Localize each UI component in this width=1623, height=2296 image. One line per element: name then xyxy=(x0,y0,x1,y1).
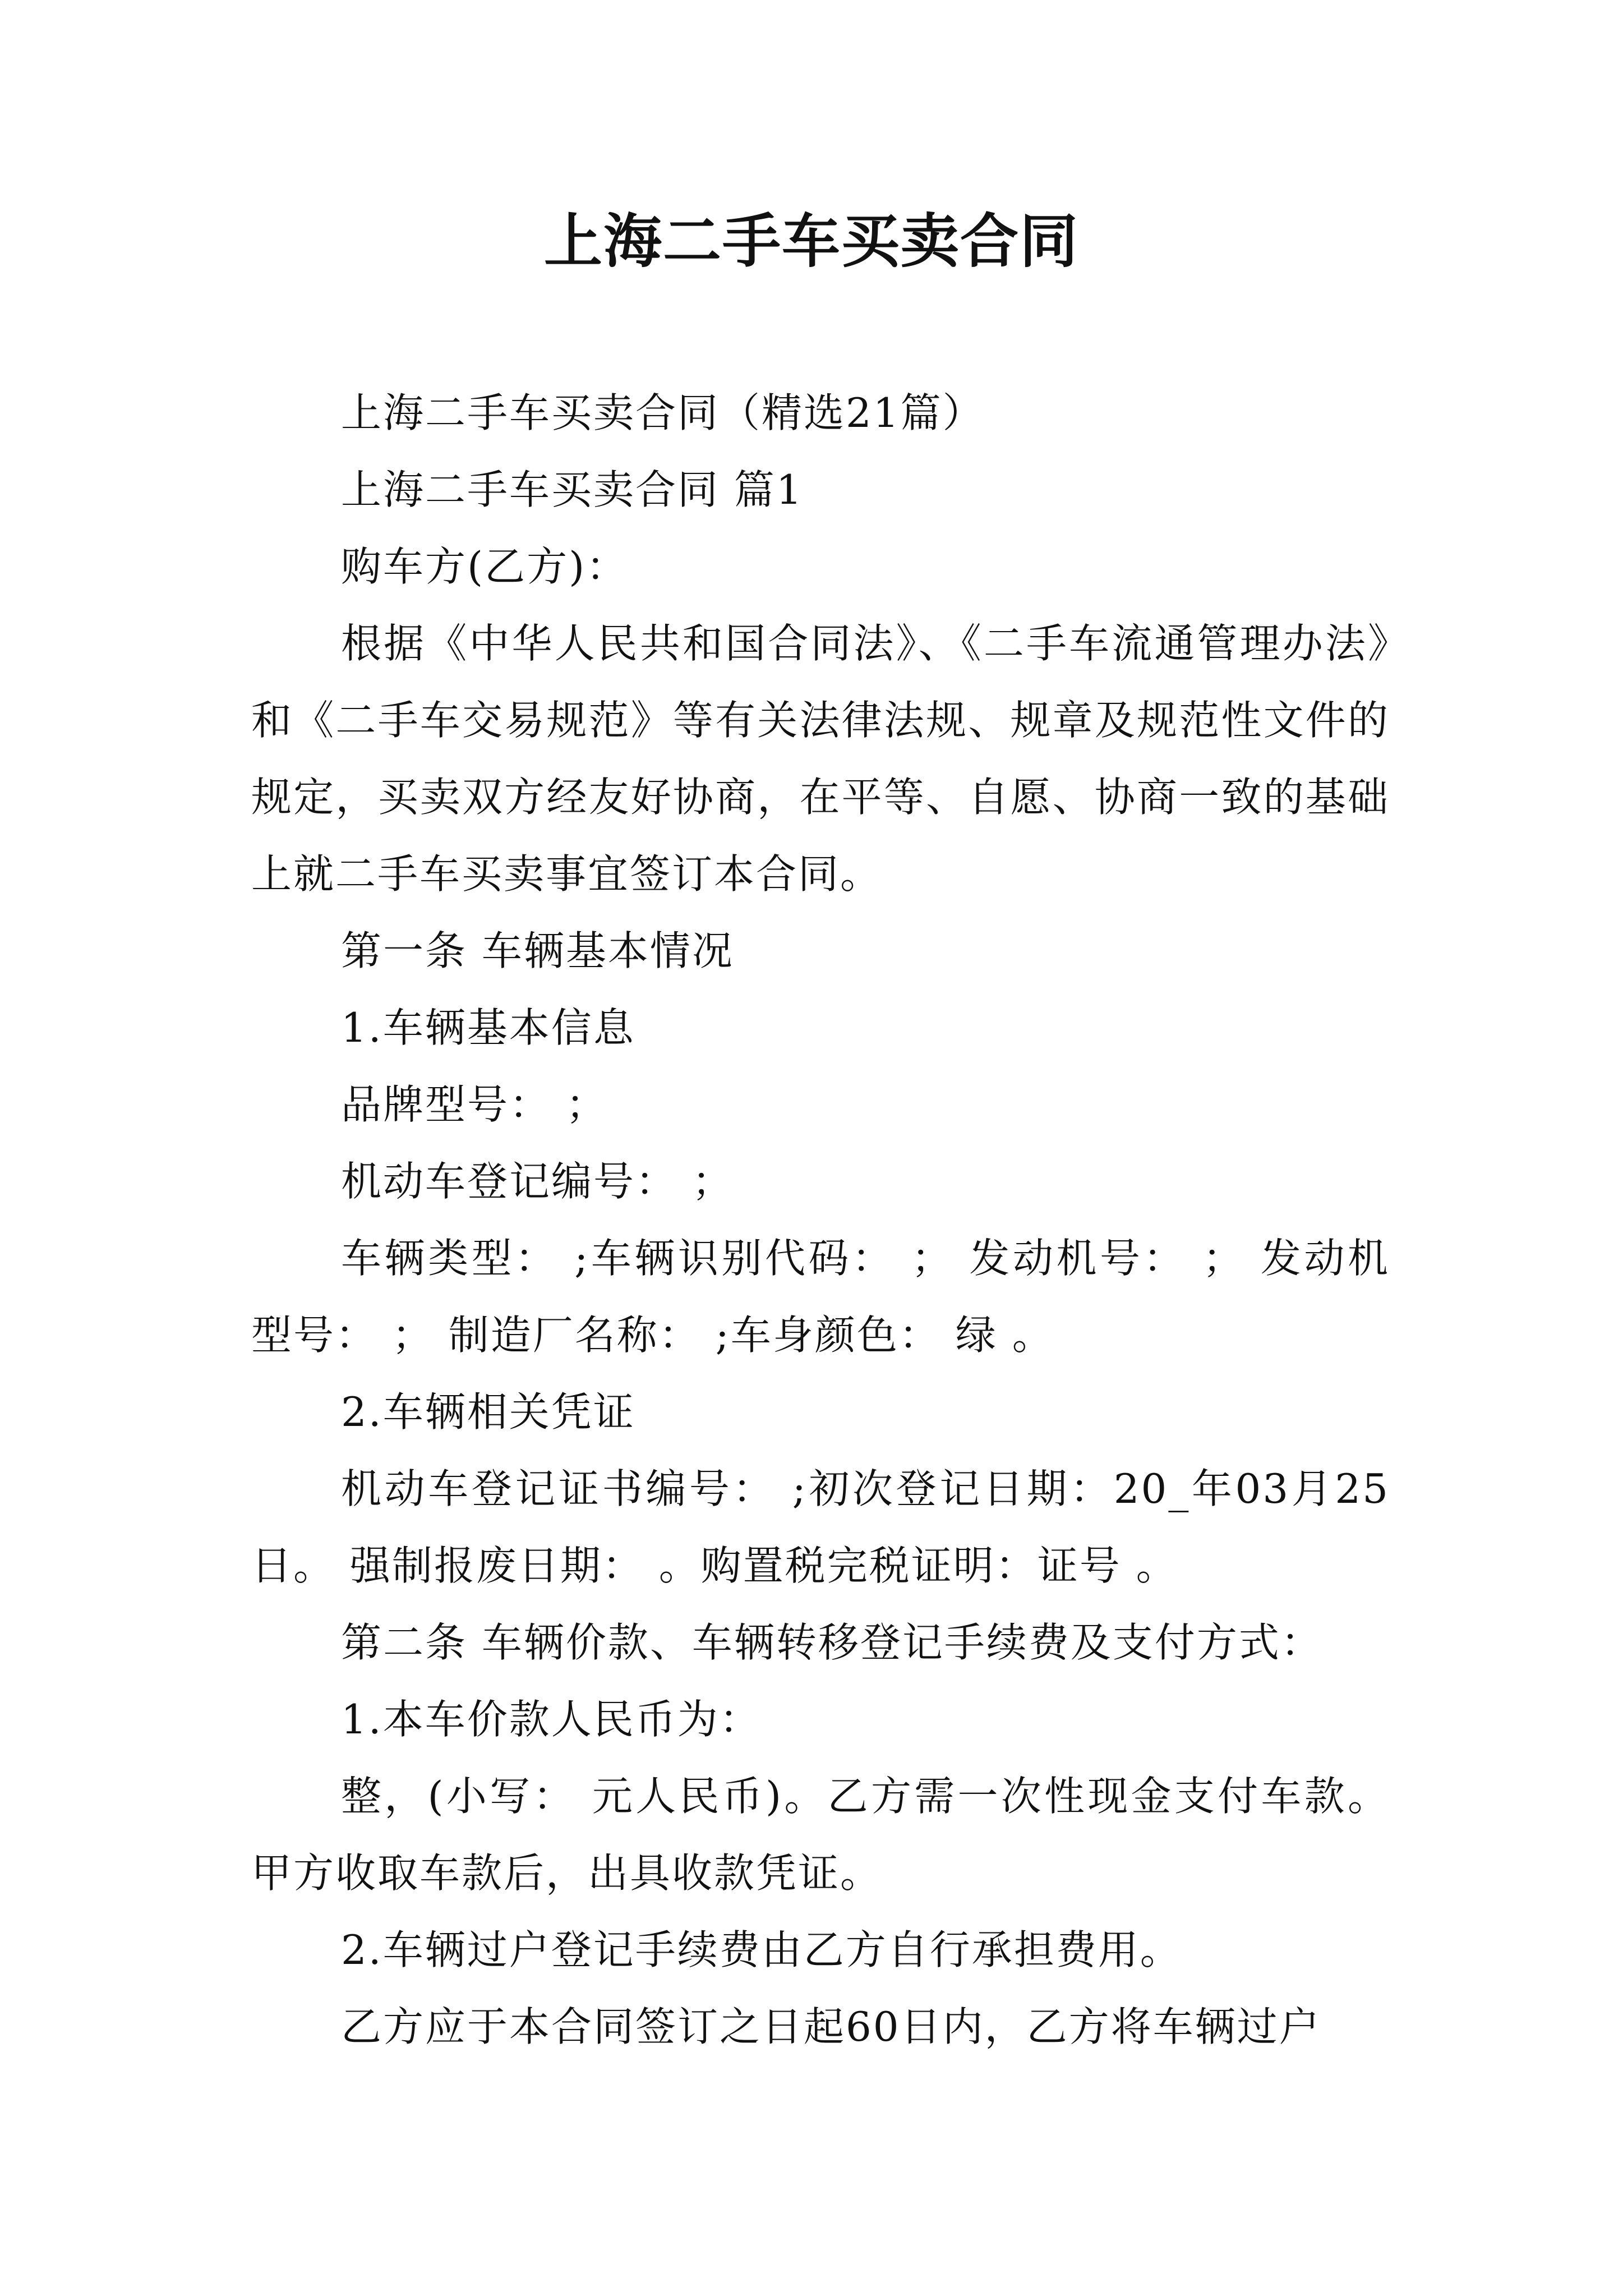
paragraph-registration-number: 机动车登记编号： ； xyxy=(341,1158,734,1205)
paragraph-buyer: 购车方(乙方)： xyxy=(341,543,629,590)
paragraph-section-heading: 上海二手车买卖合同 篇1 xyxy=(341,466,804,513)
paragraph-vehicle-details: 车辆类型： ;车辆识别代码： ； 发动机号： ； 发动机型号： ； 制造厂名称： ;车身颜色： 绿 。 xyxy=(251,1235,1390,1359)
document-body xyxy=(251,375,1390,2065)
paragraph-certificate-details: 机动车登记证书编号： ;初次登记日期：20_年03月25日。 强制报废日期： 。购置税完税证明：证号 。 xyxy=(251,1465,1390,1589)
paragraph-vehicle-info-heading: 1.车辆基本信息 xyxy=(341,1004,635,1051)
paragraph-article-2-heading: 第二条 车辆价款、车辆转移登记手续费及支付方式： xyxy=(341,1619,1323,1666)
paragraph-collection-title: 上海二手车买卖合同（精选21篇） xyxy=(341,389,985,436)
paragraph-transfer-fee: 2.车辆过户登记手续费由乙方自行承担费用。 xyxy=(341,1926,1182,1973)
document-title: 上海二手车买卖合同 xyxy=(543,206,1079,275)
paragraph-payment: 整，(小写： 元人民币)。乙方需一次性现金支付车款。甲方收取车款后，出具收款凭证。 xyxy=(251,1773,1390,1897)
paragraph-brand-model: 品牌型号： ； xyxy=(341,1081,608,1128)
paragraph-transfer-deadline: 乙方应于本合同签订之日起60日内，乙方将车辆过户 xyxy=(341,2003,1321,2050)
paragraph-vehicle-documents-heading: 2.车辆相关凭证 xyxy=(341,1388,635,1435)
paragraph-price: 1.本车价款人民币为： xyxy=(341,1696,762,1743)
paragraph-article-1-heading: 第一条 车辆基本情况 xyxy=(341,927,734,974)
paragraph-preamble: 根据《中华人民共和国合同法》、《二手车流通管理办法》和《二手车交易规范》等有关法律法规、规章及规范性文件的规定，买卖双方经友好协商，在平等、自愿、协商一致的基础上就二手车买卖事宜签订本合同。 xyxy=(251,620,1390,898)
